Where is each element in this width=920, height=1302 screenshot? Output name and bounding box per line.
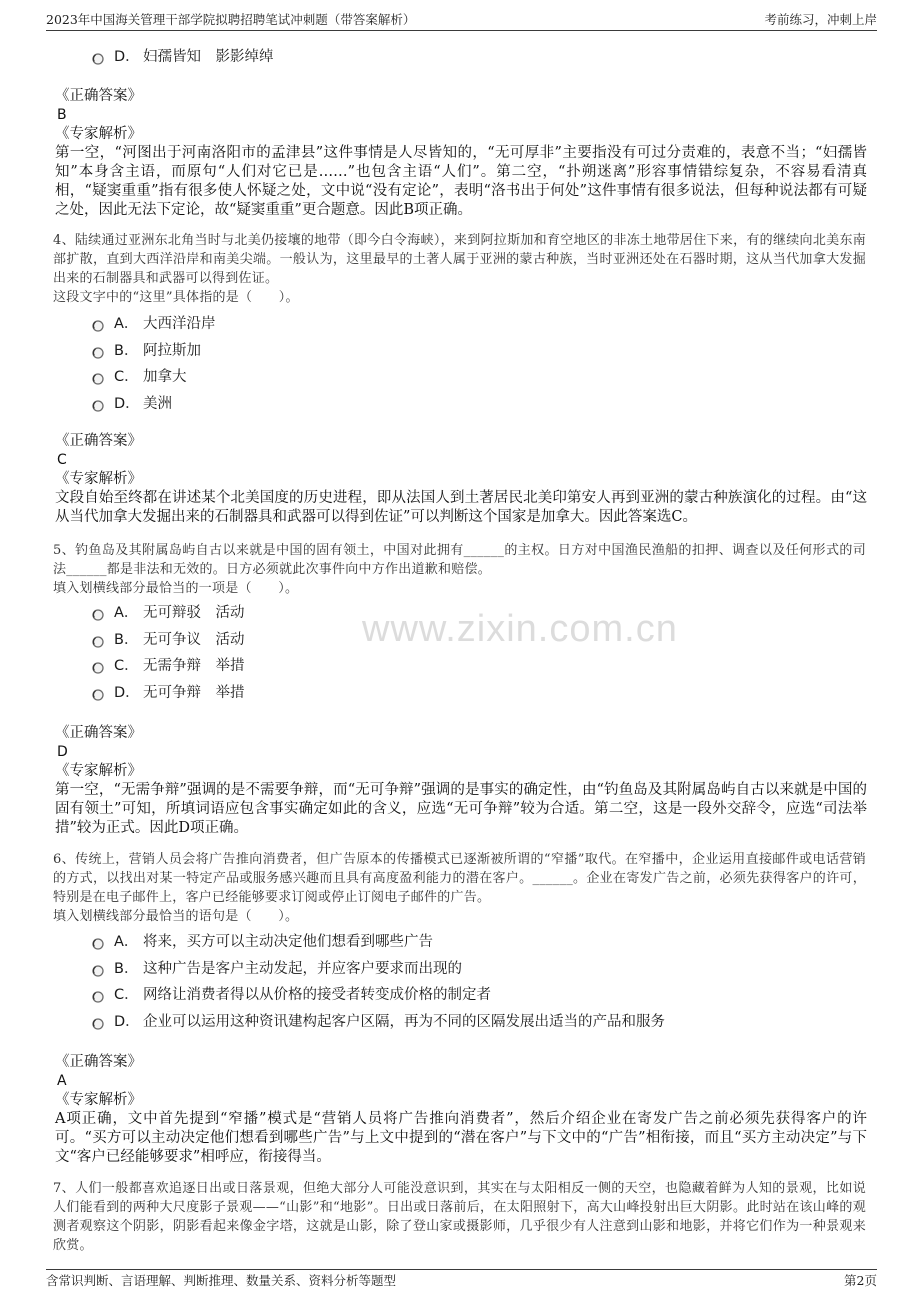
analysis-label: 《专家解析》 — [55, 470, 142, 487]
option-letter: A． — [114, 933, 139, 950]
option-text: 无可争辩 举措 — [143, 684, 245, 701]
radio-icon[interactable] — [92, 347, 104, 359]
analysis-text: 第一空，“河图出于河南洛阳市的孟津县”这件事情是人尽皆知的，“无可厚非”主要指没有可过分责难的，表意不当；“妇孺皆知”本身含主语，而原句“人们对它已是……”也包含主语“人们”。第二空，“扑朔迷离”形容事情错综复杂，不容易看清真相，“疑窦重重”指有很多使人怀疑之处，文中说“没有定论”，表明“洛书出于何处”这件事情有很多说法，但每种说法都有可疑之处，因此无法下定论，故“疑窦重重”更合题意。因此B项正确。 — [55, 144, 867, 218]
question-text: 7、人们一般都喜欢追逐日出或日落景观，但绝大部分人可能没意识到，其实在与太阳相反一侧的天空，也隐藏着鲜为人知的景观，比如说人们能看到的两种大尺度影子景观——“山影”和“地影”。日出或日落前后，在太阳照射下，高大山峰投射出巨大阴影。此时站在该山峰的观测者观察这个阴影，阴影看起来像金字塔，这就是山影，除了登山家或摄影师，几乎很少有人注意到山影和地影，并将它们作为一种景观来欣赏。 — [53, 1180, 866, 1253]
answer-value: C — [57, 451, 67, 468]
question-prompt: 填入划横线部分最恰当的语句是（ ）。 — [53, 908, 299, 924]
option-text: 美洲 — [143, 395, 172, 412]
option-text: 企业可以运用这种资讯建构起客户区隔，再为不同的区隔发展出适当的产品和服务 — [143, 1013, 665, 1030]
option-b[interactable] — [92, 954, 862, 981]
option-b[interactable] — [92, 336, 862, 363]
option-letter: D． — [114, 48, 140, 65]
header-slogan: 考前练习，冲刺上岸 — [764, 12, 877, 27]
question-4-solution — [55, 432, 867, 527]
question-6-options — [92, 927, 862, 1034]
option-b[interactable] — [92, 625, 862, 652]
radio-icon[interactable] — [92, 53, 104, 65]
question-6-solution — [55, 1053, 867, 1167]
answer-label: 《正确答案》 — [55, 1053, 142, 1070]
question-5 — [53, 541, 866, 598]
option-letter: A． — [114, 315, 139, 332]
document-title: 2023年中国海关管理干部学院拟聘招聘笔试冲刺题（带答案解析） — [46, 12, 416, 27]
option-text: 大西洋沿岸 — [143, 315, 216, 332]
answer-label: 《正确答案》 — [55, 724, 142, 741]
footer-topics: 含常识判断、言语理解、判断推理、数量关系、资料分析等题型 — [46, 1273, 397, 1288]
option-text: 妇孺皆知 影影绰绰 — [143, 48, 274, 65]
option-d[interactable] — [92, 1007, 862, 1034]
analysis-text: A项正确，文中首先提到“窄播”模式是“营销人员将广告推向消费者”，然后介绍企业在寄发广告之前必须先获得客户的许可。“买方可以主动决定他们想看到哪些广告”与上文中提到的“潜在客户”与下文中的“广告”相衔接，而且“买方主动决定”与下文“客户已经能够要求”相呼应，衔接得当。 — [55, 1110, 867, 1165]
option-letter: D． — [114, 395, 140, 412]
question-6 — [53, 850, 866, 926]
radio-icon[interactable] — [92, 609, 104, 621]
analysis-text: 文段自始至终都在讲述某个北美国度的历史进程，即从法国人到土著居民北美印第安人再到亚洲的蒙古种族演化的过程。由“这从当代加拿大发掘出来的石制器具和武器可以得到佐证”可以判断这个国家是加拿大。因此答案选C。 — [55, 489, 867, 525]
option-letter: A． — [114, 604, 139, 621]
answer-value: B — [57, 106, 67, 123]
option-letter: B． — [114, 342, 139, 359]
option-a[interactable] — [92, 309, 862, 336]
radio-icon[interactable] — [92, 373, 104, 385]
option-text: 无可争议 活动 — [143, 631, 245, 648]
option-text: 阿拉斯加 — [143, 342, 201, 359]
radio-icon[interactable] — [92, 938, 104, 950]
answer-value: A — [57, 1072, 67, 1089]
page-header — [46, 10, 877, 31]
option-letter: C． — [114, 987, 139, 1004]
option-letter: D． — [114, 1013, 140, 1030]
analysis-label: 《专家解析》 — [55, 125, 142, 142]
analysis-text: 第一空，“无需争辩”强调的是不需要争辩，而“无可争辩”强调的是事实的确定性，由“钓鱼岛及其附属岛屿自古以来就是中国的固有领土”可知，所填词语应包含事实确定如此的含义，应选“无可争辩”较为合适。第二空，这是一段外交辞令，应选“司法举措”较为正式。因此D项正确。 — [55, 781, 867, 836]
option-text: 无可辩驳 活动 — [143, 604, 245, 621]
radio-icon[interactable] — [92, 991, 104, 1003]
page-number: 第2页 — [844, 1273, 877, 1288]
analysis-label: 《专家解析》 — [55, 1091, 142, 1108]
option-text: 这种广告是客户主动发起，并应客户要求而出现的 — [143, 960, 462, 977]
radio-icon[interactable] — [92, 965, 104, 977]
page-footer — [46, 1269, 877, 1292]
option-c[interactable] — [92, 362, 862, 389]
option-d[interactable] — [92, 389, 862, 416]
question-text: 4、陆续通过亚洲东北角当时与北美仍接壤的地带（即今白令海峡），来到阿拉斯加和育空地区的非冻土地带居住下来，有的继续向北美东南部扩散，直到大西洋沿岸和南美尖端。一般认为，这里最早的土著人属于亚洲的蒙古种族，当时亚洲还处在石器时期，这从当代加拿大发掘出来的石制器具和武器可以得到佐证。 — [53, 232, 866, 286]
answer-value: D — [57, 743, 68, 760]
option-c[interactable] — [92, 651, 862, 678]
prev-solution — [55, 87, 867, 220]
radio-icon[interactable] — [92, 689, 104, 701]
option-c[interactable] — [92, 980, 862, 1007]
option-text: 加拿大 — [143, 369, 187, 386]
question-prompt: 填入划横线部分最恰当的一项是（ ）。 — [53, 580, 299, 596]
option-text: 无需争辩 举措 — [143, 658, 245, 675]
question-text: 6、传统上，营销人员会将广告推向消费者，但广告原本的传播模式已逐渐被所谓的“窄播”取代。在窄播中，企业运用直接邮件或电话营销的方式，以找出对某一特定产品或服务感兴趣而且具有高度盈利能力的潜在客户。______。企业在寄发广告之前，必须先获得客户的许可，特别是在电子邮件上，客户已经能够要求订阅或停止订阅电子邮件的广告。 — [53, 851, 866, 905]
radio-icon[interactable] — [92, 662, 104, 674]
question-5-options — [92, 598, 862, 705]
option-letter: B． — [114, 960, 139, 977]
option-letter: B． — [114, 631, 139, 648]
radio-icon[interactable] — [92, 1018, 104, 1030]
radio-icon[interactable] — [92, 320, 104, 332]
question-prompt: 这段文字中的“这里”具体指的是（ ）。 — [53, 289, 299, 305]
option-letter: D． — [114, 684, 140, 701]
radio-icon[interactable] — [92, 636, 104, 648]
analysis-label: 《专家解析》 — [55, 762, 142, 779]
option-a[interactable] — [92, 927, 862, 954]
option-d[interactable] — [92, 42, 862, 69]
question-4-options — [92, 309, 862, 416]
option-d[interactable] — [92, 678, 862, 705]
radio-icon[interactable] — [92, 400, 104, 412]
question-4 — [53, 231, 866, 307]
question-7 — [53, 1179, 866, 1255]
answer-label: 《正确答案》 — [55, 432, 142, 449]
watermark: www.zixin.com.cn — [362, 608, 678, 650]
answer-label: 《正确答案》 — [55, 87, 142, 104]
option-letter: C． — [114, 658, 139, 675]
question-text: 5、钓鱼岛及其附属岛屿自古以来就是中国的固有领土，中国对此拥有______的主权。日方对中国渔民渔船的扣押、调查以及任何形式的司法______都是非法和无效的。日方必须就此次事件向中方作出道歉和赔偿。 — [53, 542, 866, 577]
option-letter: C． — [114, 369, 139, 386]
option-a[interactable] — [92, 598, 862, 625]
option-text: 网络让消费者得以从价格的接受者转变成价格的制定者 — [143, 987, 491, 1004]
question-5-solution — [55, 724, 867, 838]
option-text: 将来，买方可以主动决定他们想看到哪些广告 — [143, 933, 433, 950]
prev-options — [92, 42, 862, 69]
